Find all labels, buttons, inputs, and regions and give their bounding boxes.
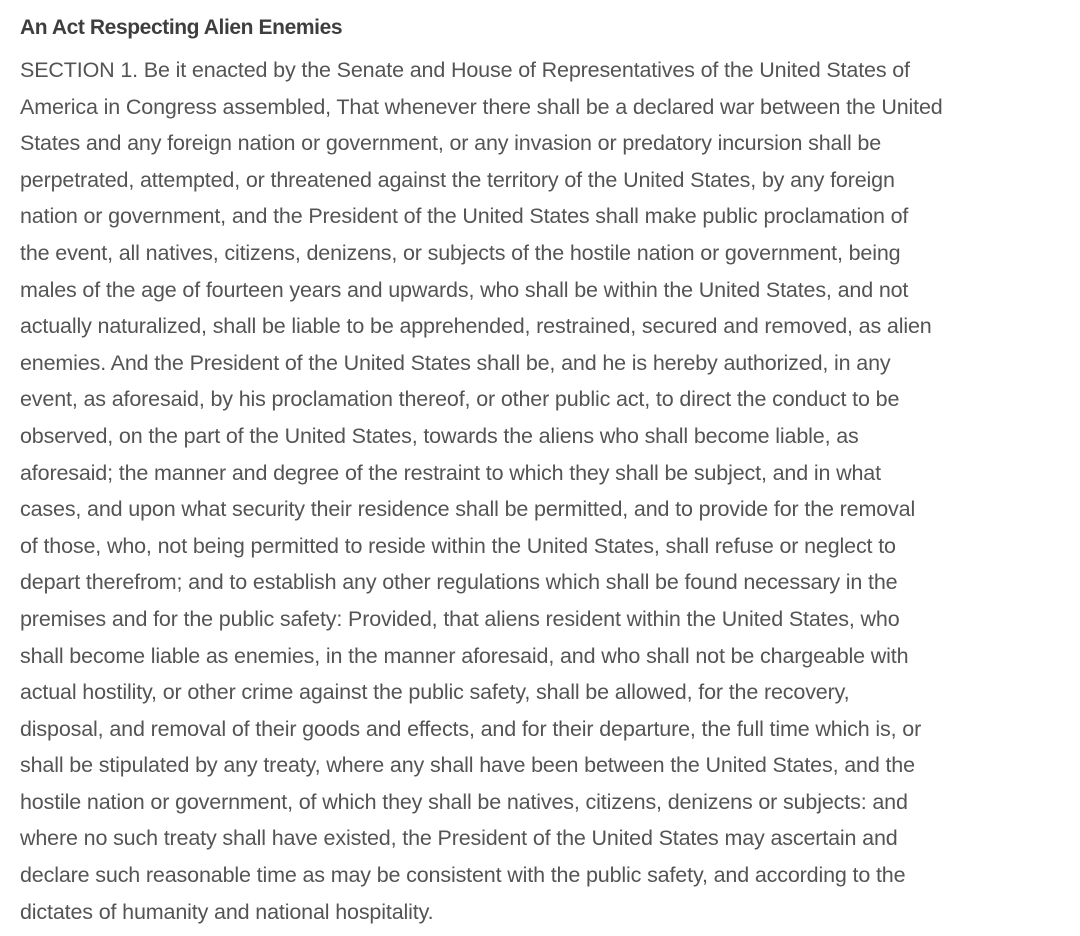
paragraph-line: shall be stipulated by any treaty, where any shall have been between the United States, and the	[20, 753, 915, 778]
paragraph-line: where no such treaty shall have existed, the President of the United States may ascertain and	[20, 826, 898, 851]
paragraph-line: America in Congress assembled, That whenever there shall be a declared war between the United	[20, 94, 943, 119]
document	[20, 10, 1060, 930]
paragraph-line: nation or government, and the President of the United States shall make public proclamation of	[20, 204, 909, 229]
paragraph-line: aforesaid; the manner and degree of the restraint to which they shall be subject, and in what	[20, 460, 881, 485]
paragraph-line: declare such reasonable time as may be consistent with the public safety, and according to the	[20, 863, 906, 888]
paragraph-line: actual hostility, or other crime against the public safety, shall be allowed, for the recovery,	[20, 680, 850, 705]
paragraph-line: the event, all natives, citizens, denizens, or subjects of the hostile nation or government, being	[20, 240, 901, 265]
paragraph-line: depart therefrom; and to establish any other regulations which shall be found necessary in the	[20, 570, 898, 595]
paragraph-line: males of the age of fourteen years and upwards, who shall be within the United States, and not	[20, 277, 909, 302]
paragraph-line: premises and for the public safety: Provided, that aliens resident within the United States, who	[20, 606, 900, 631]
paragraph-line: actually naturalized, shall be liable to be apprehended, restrained, secured and removed, as alien	[20, 314, 932, 339]
paragraph-line: SECTION 1. Be it enacted by the Senate and House of Representatives of the United States of	[20, 58, 910, 82]
paragraph-line: hostile nation or government, of which they shall be natives, citizens, denizens or subjects: and	[20, 789, 908, 814]
paragraph-line: disposal, and removal of their goods and effects, and for their departure, the full time which is, or	[20, 716, 922, 741]
paragraph-line: cases, and upon what security their residence shall be permitted, and to provide for the removal	[20, 497, 916, 522]
paragraph-line: observed, on the part of the United States, towards the aliens who shall become liable, as	[20, 423, 859, 448]
document-title: An Act Respecting Alien Enemies	[20, 16, 343, 39]
paragraph-line: perpetrated, attempted, or threatened against the territory of the United States, by any foreign	[20, 167, 895, 192]
section-1-paragraph	[20, 52, 1060, 930]
paragraph-line: shall become liable as enemies, in the manner aforesaid, and who shall not be chargeable with	[20, 643, 909, 668]
paragraph-line: States and any foreign nation or government, or any invasion or predatory incursion shall be	[20, 131, 882, 156]
paragraph-line: of those, who, not being permitted to reside within the United States, shall refuse or neglect to	[20, 533, 896, 558]
paragraph-line: dictates of humanity and national hospitality.	[20, 899, 434, 924]
paragraph-line: enemies. And the President of the United States shall be, and he is hereby authorized, in any	[20, 350, 891, 375]
paragraph-line: event, as aforesaid, by his proclamation thereof, or other public act, to direct the conduct to be	[20, 387, 900, 412]
